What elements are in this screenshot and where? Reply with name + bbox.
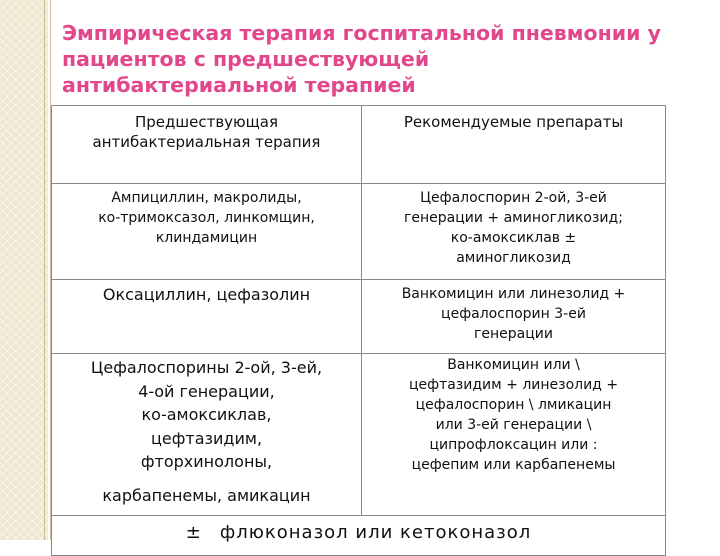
cell-line: фторхинолоны,	[140, 452, 273, 471]
table-row	[52, 354, 666, 516]
prior-therapy-cell	[52, 184, 362, 280]
plus-minus-symbol: ±	[185, 522, 202, 543]
prior-therapy-cell	[52, 280, 362, 354]
cell-line: цефалоспорин 3-ей	[441, 306, 586, 322]
cell-line: Оксациллин, цефазолин	[102, 285, 311, 304]
cell-line: Ванкомицин или линезолид +	[401, 286, 626, 302]
cell-line: клиндамицин	[155, 230, 258, 246]
slide-title: Эмпирическая терапия госпитальной пневмонии у пациентов с предшествующей антибактериальной терапией	[62, 21, 662, 97]
table-row	[52, 280, 666, 354]
cell-line: цефтазидим,	[150, 428, 263, 448]
prior-therapy-cell	[52, 354, 362, 516]
cell-line: ципрофлоксацин или :	[429, 437, 598, 453]
cell-line: Ванкомицин или \	[447, 357, 580, 373]
cell-line: или 3-ей генерации \	[435, 417, 592, 433]
decorative-side-strip	[0, 0, 48, 540]
table-row	[52, 184, 666, 280]
cell-line: ко-амоксиклав,	[141, 405, 272, 424]
footer-cell	[52, 516, 666, 556]
cell-line: ко-амоксиклав ±	[450, 230, 577, 246]
column-header-recommended: Рекомендуемые препараты	[362, 106, 666, 184]
cell-line: 4-ой генерации,	[138, 381, 275, 401]
recommended-cell	[362, 354, 666, 516]
cell-line: цефалоспорин \ лмикацин	[415, 397, 612, 413]
decorative-rule	[44, 0, 45, 540]
cell-line: аминогликозид	[456, 250, 571, 266]
table-header-row	[52, 106, 666, 184]
cell-line: генерации	[474, 326, 553, 342]
column-header-prior-therapy: Предшествующая антибактериальная терапия	[52, 106, 362, 184]
cell-line: Цефалоспорин 2-ой, 3-ей	[420, 190, 607, 206]
cell-line: карбапенемы, амикацин	[102, 485, 311, 505]
cell-line: ко-тримоксазол, линкомщин,	[98, 210, 315, 226]
table-footer-row	[52, 516, 666, 556]
recommended-cell	[362, 280, 666, 354]
recommended-cell	[362, 184, 666, 280]
cell-line: генерации + аминогликозид;	[404, 210, 623, 226]
footer-text: флюконазол или кетоконазол	[219, 522, 532, 543]
cell-line: Цефалоспорины 2-ой, 3-ей,	[90, 358, 323, 377]
cell-line: Ампициллин, макролиды,	[111, 190, 302, 206]
cell-line: цефтазидим + линезолид +	[408, 377, 619, 393]
cell-line: цефепим или карбапенемы	[411, 457, 616, 473]
therapy-table	[51, 105, 666, 556]
